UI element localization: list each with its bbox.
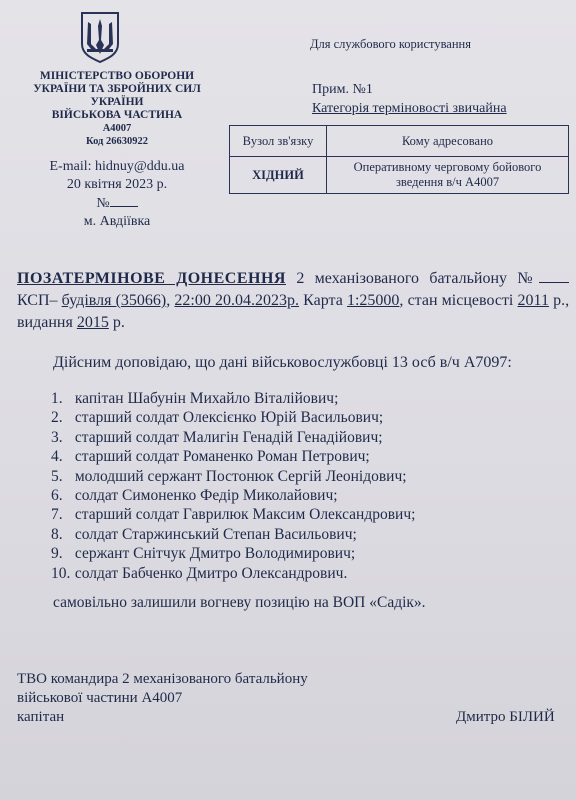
org-line: ВІЙСЬКОВА ЧАСТИНА (51, 109, 183, 121)
contacts-block (22, 158, 212, 231)
routing-addressee: Оперативному черговому бойового зведення в/ч А4007 (327, 157, 569, 194)
routing-header-node: Вузол зв'язку (230, 126, 327, 157)
outro-text: самовільно залишили вогневу позицію на ВОП «Садік». (53, 594, 426, 611)
routing-header-addressee: Кому адресовано (327, 126, 569, 157)
signatory-name: Дмитро БІЛИЙ (456, 709, 555, 725)
list-item: 10. солдат Бабченко Дмитро Олександрович. (51, 564, 348, 582)
signatory-rank: капітан (17, 709, 65, 725)
routing-table (229, 125, 569, 194)
report-edition-label: р., видання (17, 292, 570, 331)
org-line: УКРАЇНИ ТА ЗБРОЙНИХ СИЛ (33, 83, 201, 95)
intro-text: Дійсним доповідаю, що дані військовослужбовці 13 осб в/ч А7097: (53, 354, 512, 371)
org-line: А4007 (102, 123, 132, 134)
copy-block (312, 80, 507, 118)
restriction-label: Для службового користування (310, 37, 471, 51)
report-unit: 2 механізованого батальйону № (296, 270, 539, 287)
organization-block (22, 70, 212, 148)
email: E-mail: hidnuy@ddu.ua (49, 159, 185, 174)
report-year-suffix: р. (112, 314, 125, 331)
urgency-category: Категорія терміновості звичайна (312, 101, 507, 116)
signatory-unit: військової частини А4007 (17, 690, 183, 706)
list-item: 7. старший солдат Гаврилюк Максим Олександрович; (51, 506, 416, 524)
number-prefix: № (96, 196, 110, 211)
number-blank (110, 194, 138, 207)
report-time: 22:00 20.04.2023р. (174, 292, 300, 309)
list-item: 9. сержант Снітчук Дмитро Володимирович; (51, 545, 356, 563)
report-scale: 1:25000 (346, 292, 400, 309)
list-item: 2. старший солдат Олексієнко Юрій Васильович; (51, 409, 384, 427)
list-item: 3. старший солдат Малигін Генадій Генадійович; (51, 428, 383, 446)
personnel-list (51, 389, 415, 583)
list-item: 5. молодший сержант Постонюк Сергій Леонідович; (51, 467, 407, 485)
list-item: 8. солдат Старжинський Степан Васильович; (51, 525, 357, 543)
report-unit-blank (539, 268, 569, 283)
document-number (22, 194, 212, 213)
report-map-label: Карта (303, 292, 343, 309)
org-line: Код 26630922 (86, 136, 148, 147)
routing-node: ХІДНИЙ (230, 157, 327, 194)
list-item: 1. капітан Шабунін Михайло Віталійович; (51, 390, 339, 407)
document-date: 20 квітня 2023 р. (66, 177, 168, 192)
report-location: будівля (35066) (61, 292, 167, 309)
report-ksp: КСП– (17, 292, 58, 309)
report-terrain-year: 2011 (517, 292, 549, 309)
report-terrain-label: , стан місцевості (399, 292, 514, 309)
report-edition-year: 2015 (76, 314, 109, 331)
report-heading: ПОЗАТЕРМІНОВЕ ДОНЕСЕННЯ 2 механізованого батальйону № КСП– будівля (35066), 22:00 20.04.2023р. Карта 1:25000, стан місцевості 2011 р., видання 2015 р. (17, 270, 570, 331)
city: м. Авдіївка (83, 214, 151, 229)
list-item: 6. солдат Симоненко Федір Миколайович; (51, 487, 338, 505)
signature-block (17, 670, 308, 727)
org-line: УКРАЇНИ (90, 96, 144, 108)
trident-emblem-icon (79, 10, 121, 64)
report-title: ПОЗАТЕРМІНОВЕ ДОНЕСЕННЯ (17, 270, 286, 287)
signatory-position: ТВО командира 2 механізованого батальйону (17, 671, 308, 687)
list-item: 4. старший солдат Романенко Роман Петрович; (51, 448, 370, 466)
org-line: МІНІСТЕРСТВО ОБОРОНИ (39, 70, 195, 82)
copy-number: Прим. №1 (312, 82, 373, 97)
